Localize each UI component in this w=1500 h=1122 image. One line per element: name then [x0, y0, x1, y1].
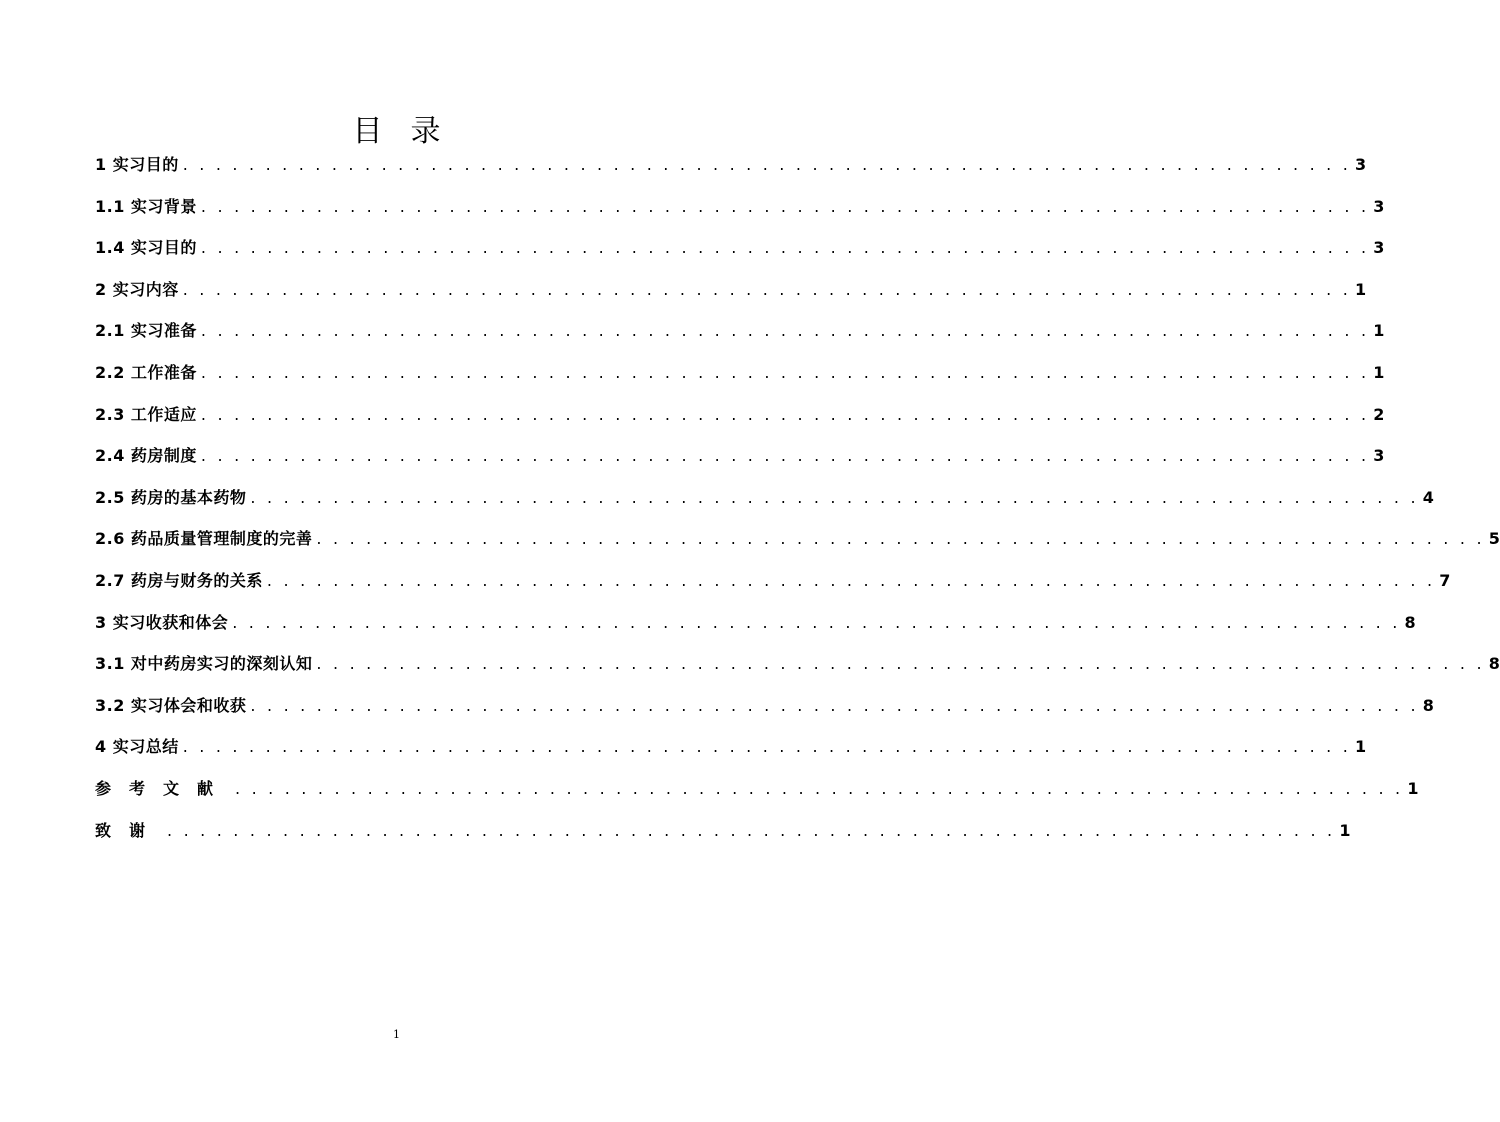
toc-leader-dots: . . . . . . . . . . . . . . . . . . . . . . . . . . . . . . . . . . . . . . . . . . . . . . . . . . . . . . . . . . . . . . . . . . . . . . .: [200, 321, 1370, 341]
toc-entry-label: 2.3 工作适应: [95, 404, 197, 424]
toc-entry-label: 3 实习收获和体会: [95, 612, 229, 632]
toc-entry-page: 1: [1355, 737, 1367, 757]
toc-entry-page: 3: [1355, 155, 1367, 174]
toc-leader-dots: . . . . . . . . . . . . . . . . . . . . . . . . . . . . . . . . . . . . . . . . . . . . . . . . . . . . . . . . . . . . . . . . . . . . . . .: [316, 654, 1485, 674]
toc-entry[interactable]: [95, 316, 1385, 358]
toc-entry-label: 1.4 实习目的: [95, 238, 197, 258]
toc-entry[interactable]: [95, 400, 1385, 442]
toc-leader-dots: . . . . . . . . . . . . . . . . . . . . . . . . . . . . . . . . . . . . . . . . . . . . . . . . . . . . . . . . . . . . . . . . . . . . . . .: [250, 695, 1419, 715]
page-number: 1: [393, 1028, 400, 1041]
toc-entry-page: 4: [1422, 487, 1434, 507]
toc-entry[interactable]: [95, 691, 1434, 733]
toc-entry-label: 2.6 药品质量管理制度的完善: [95, 529, 313, 549]
toc-entry[interactable]: [95, 816, 1351, 858]
toc-entry[interactable]: [95, 566, 1451, 608]
toc-entry[interactable]: [95, 441, 1385, 483]
toc-entry-page: 3: [1373, 446, 1385, 466]
toc-entry-page: 1: [1407, 778, 1419, 798]
toc-entry-page: 1: [1339, 820, 1351, 840]
toc-leader-dots: . . . . . . . . . . . . . . . . . . . . . . . . . . . . . . . . . . . . . . . . . . . . . . . . . . . . . . . . . . . . . . . . . . . . . . .: [200, 196, 1370, 216]
toc-leader-dots: . . . . . . . . . . . . . . . . . . . . . . . . . . . . . . . . . . . . . . . . . . . . . . . . . . . . . . . . . . . . . . . . . . . . . . .: [167, 820, 1336, 840]
toc-entry-label: 致谢: [95, 820, 164, 840]
toc-entry[interactable]: [95, 358, 1385, 400]
toc-leader-dots: . . . . . . . . . . . . . . . . . . . . . . . . . . . . . . . . . . . . . . . . . . . . . . . . . . . . . . . . . . . . . . . . . . . . . . .: [232, 612, 1401, 632]
toc-entry[interactable]: [95, 275, 1367, 317]
toc-entry-page: 3: [1373, 238, 1385, 258]
toc-entry-page: 3: [1373, 196, 1385, 216]
toc-entry-label: 2 实习内容: [95, 279, 179, 299]
toc-entry-page: 8: [1404, 612, 1416, 632]
toc-entry-page: 1: [1373, 321, 1385, 341]
toc-entry[interactable]: [95, 649, 1500, 691]
toc-entry-page: 1: [1373, 362, 1385, 382]
toc-entry-page: 2: [1373, 404, 1385, 424]
toc-entry-label: 2.5 药房的基本药物: [95, 487, 247, 507]
toc-entry[interactable]: [95, 150, 1367, 192]
toc-entry[interactable]: [95, 774, 1419, 816]
toc-entry[interactable]: [95, 608, 1416, 650]
toc-leader-dots: . . . . . . . . . . . . . . . . . . . . . . . . . . . . . . . . . . . . . . . . . . . . . . . . . . . . . . . . . . . . . . . . . . . . . . .: [182, 155, 1352, 174]
toc-entry[interactable]: [95, 524, 1500, 566]
toc-leader-dots: . . . . . . . . . . . . . . . . . . . . . . . . . . . . . . . . . . . . . . . . . . . . . . . . . . . . . . . . . . . . . . . . . . . . . . .: [235, 778, 1404, 798]
toc-entry-label: 2.1 实习准备: [95, 321, 197, 341]
toc-entry-page: 8: [1488, 654, 1500, 674]
toc-entry-label: 2.2 工作准备: [95, 362, 197, 382]
toc-entry-label: 2.4 药房制度: [95, 446, 197, 466]
toc-entry-label: 参考文献: [95, 778, 232, 798]
toc-entry[interactable]: [95, 233, 1385, 275]
toc-entry-page: 7: [1439, 570, 1451, 590]
toc-leader-dots: . . . . . . . . . . . . . . . . . . . . . . . . . . . . . . . . . . . . . . . . . . . . . . . . . . . . . . . . . . . . . . . . . . . . . . .: [200, 446, 1370, 466]
toc-entry-label: 1.1 实习背景: [95, 196, 197, 216]
toc-leader-dots: . . . . . . . . . . . . . . . . . . . . . . . . . . . . . . . . . . . . . . . . . . . . . . . . . . . . . . . . . . . . . . . . . . . . . . .: [182, 737, 1352, 757]
toc-entry[interactable]: [95, 732, 1367, 774]
toc-leader-dots: . . . . . . . . . . . . . . . . . . . . . . . . . . . . . . . . . . . . . . . . . . . . . . . . . . . . . . . . . . . . . . . . . . . . . . .: [316, 529, 1485, 549]
toc-leader-dots: . . . . . . . . . . . . . . . . . . . . . . . . . . . . . . . . . . . . . . . . . . . . . . . . . . . . . . . . . . . . . . . . . . . . . . .: [250, 487, 1419, 507]
page-title: 目录: [352, 114, 469, 149]
toc-leader-dots: . . . . . . . . . . . . . . . . . . . . . . . . . . . . . . . . . . . . . . . . . . . . . . . . . . . . . . . . . . . . . . . . . . . . . . .: [200, 238, 1370, 258]
toc-entry-label: 2.7 药房与财务的关系: [95, 570, 263, 590]
toc-leader-dots: . . . . . . . . . . . . . . . . . . . . . . . . . . . . . . . . . . . . . . . . . . . . . . . . . . . . . . . . . . . . . . . . . . . . . . .: [182, 279, 1352, 299]
toc-entry-page: 8: [1422, 695, 1434, 715]
toc-entry-label: 4 实习总结: [95, 737, 179, 757]
toc-entry-page: 1: [1355, 279, 1367, 299]
toc-entry-label: 3.1 对中药房实习的深刻认知: [95, 654, 313, 674]
toc-leader-dots: . . . . . . . . . . . . . . . . . . . . . . . . . . . . . . . . . . . . . . . . . . . . . . . . . . . . . . . . . . . . . . . . . . . . . . .: [200, 362, 1370, 382]
toc-entry-label: 1 实习目的: [95, 155, 179, 174]
toc-entry[interactable]: [95, 483, 1434, 525]
table-of-contents: [95, 150, 1500, 857]
toc-entry-label: 3.2 实习体会和收获: [95, 695, 247, 715]
toc-leader-dots: . . . . . . . . . . . . . . . . . . . . . . . . . . . . . . . . . . . . . . . . . . . . . . . . . . . . . . . . . . . . . . . . . . . . . . .: [266, 570, 1436, 590]
toc-leader-dots: . . . . . . . . . . . . . . . . . . . . . . . . . . . . . . . . . . . . . . . . . . . . . . . . . . . . . . . . . . . . . . . . . . . . . . .: [200, 404, 1370, 424]
toc-entry[interactable]: [95, 192, 1385, 234]
toc-entry-page: 5: [1488, 529, 1500, 549]
